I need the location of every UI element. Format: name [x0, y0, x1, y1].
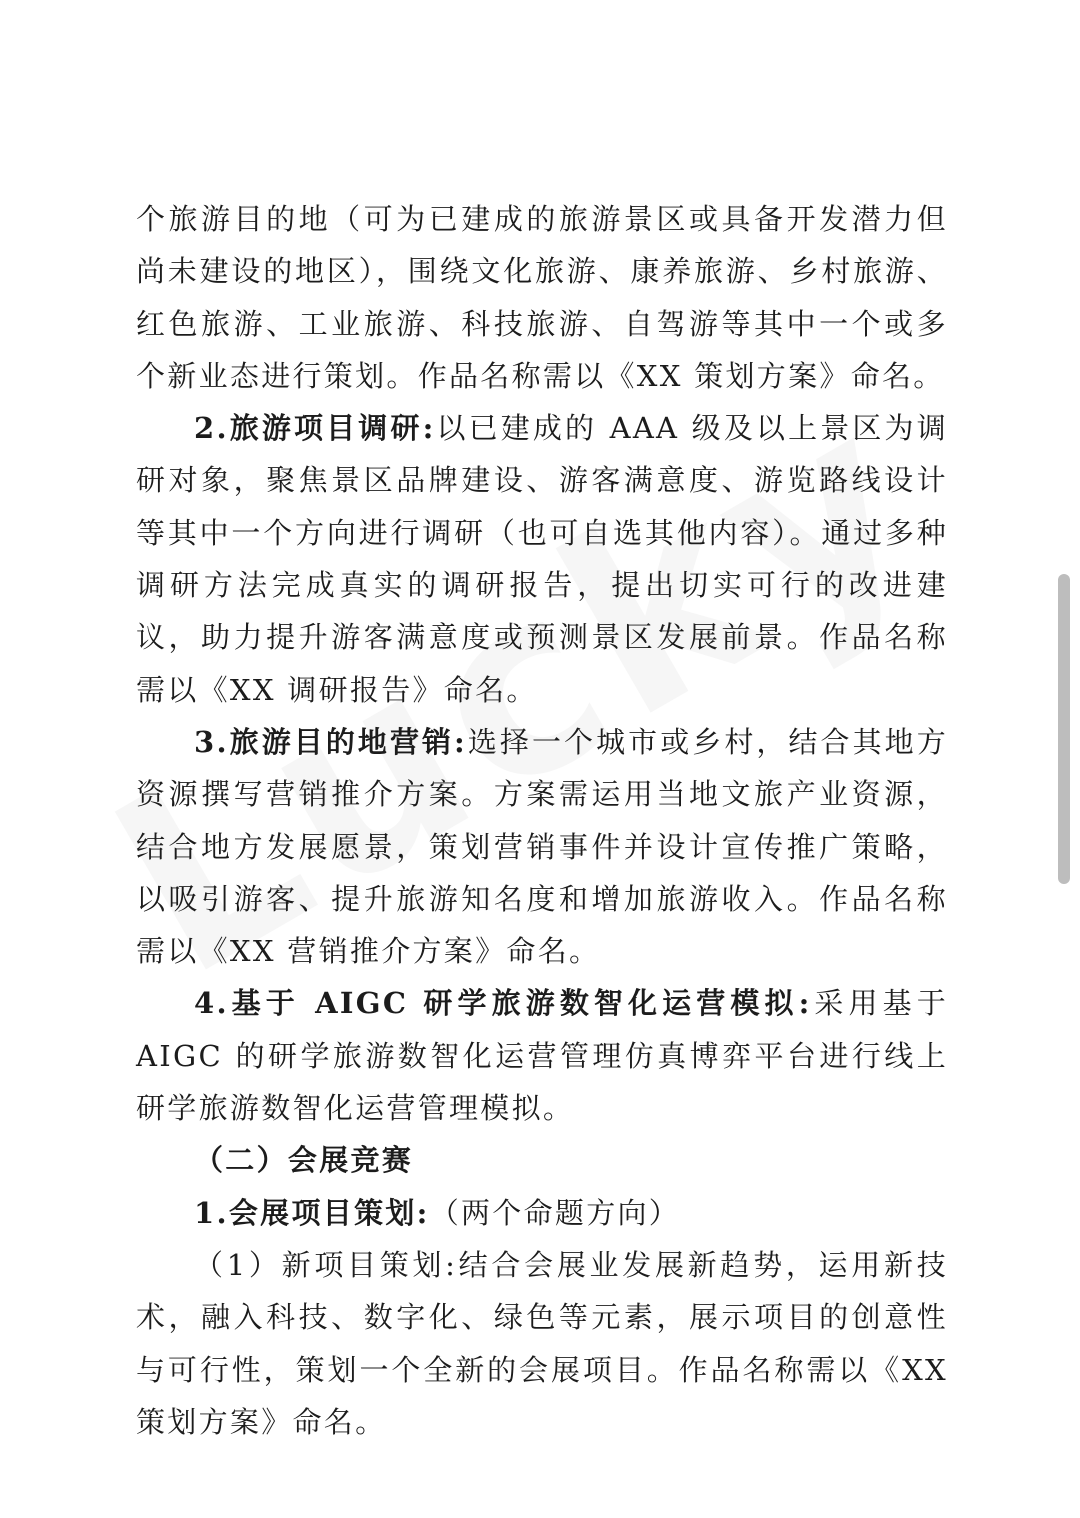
- heading-exhibition-planning: 1.会展项目策划:: [194, 1195, 430, 1230]
- paragraph-tourism-research: [136, 402, 948, 716]
- heading-aigc-simulation: 4.基于 AIGC 研学旅游数智化运营模拟:: [194, 986, 812, 1021]
- paragraph-tourism-destination-continued: 个旅游目的地（可为已建成的旅游景区或具备开发潜力但尚未建设的地区），围绕文化旅游、康养旅游、乡村旅游、红色旅游、工业旅游、科技旅游、自驾游等其中一个或多个新业态进行策划。作品名称需以《XX 策划方案》命名。: [136, 202, 948, 393]
- text-tourism-research: 以已建成的 AAA 级及以上景区为调研对象，聚焦景区品牌建设、游客满意度、游览路线设计等其中一个方向进行调研（也可自选其他内容）。通过多种调研方法完成真实的调研报告，提出切实可行的改进建议，助力提升游客满意度或预测景区发展前景。作品名称需以《XX 调研报告》命名。: [136, 411, 949, 707]
- section-heading-exhibition: （二）会展竞赛: [194, 1143, 414, 1178]
- text-destination-marketing: 选择一个城市或乡村，结合其地方资源撰写营销推介方案。方案需运用当地文旅产业资源，结合地方发展愿景，策划营销事件并设计宣传推广策略，以吸引游客、提升旅游知名度和增加旅游收入。作品名称需以《XX 营销推介方案》命名。: [136, 724, 948, 969]
- paragraph-exhibition-planning: [136, 1187, 948, 1239]
- scrollbar-thumb[interactable]: [1058, 574, 1070, 884]
- document-body: [136, 193, 948, 1448]
- text-aigc-simulation: 采用基于 AIGC 的研学旅游数智化运营管理仿真博弈平台进行线上研学旅游数智化运营管理模拟。: [136, 986, 949, 1126]
- heading-tourism-research: 2.旅游项目调研:: [194, 411, 436, 446]
- heading-destination-marketing: 3.旅游目的地营销:: [194, 724, 468, 759]
- paragraph-aigc-simulation: [136, 977, 948, 1134]
- paragraph-destination-marketing: [136, 716, 948, 977]
- text-exhibition-planning: （两个命题方向）: [429, 1195, 681, 1230]
- vertical-scrollbar[interactable]: [1058, 560, 1072, 890]
- paragraph-new-project-planning: （1）新项目策划:结合会展业发展新趋势，运用新技术，融入科技、数字化、绿色等元素，展示项目的创意性与可行性，策划一个全新的会展项目。作品名称需以《XX 策划方案》命名。: [136, 1247, 948, 1439]
